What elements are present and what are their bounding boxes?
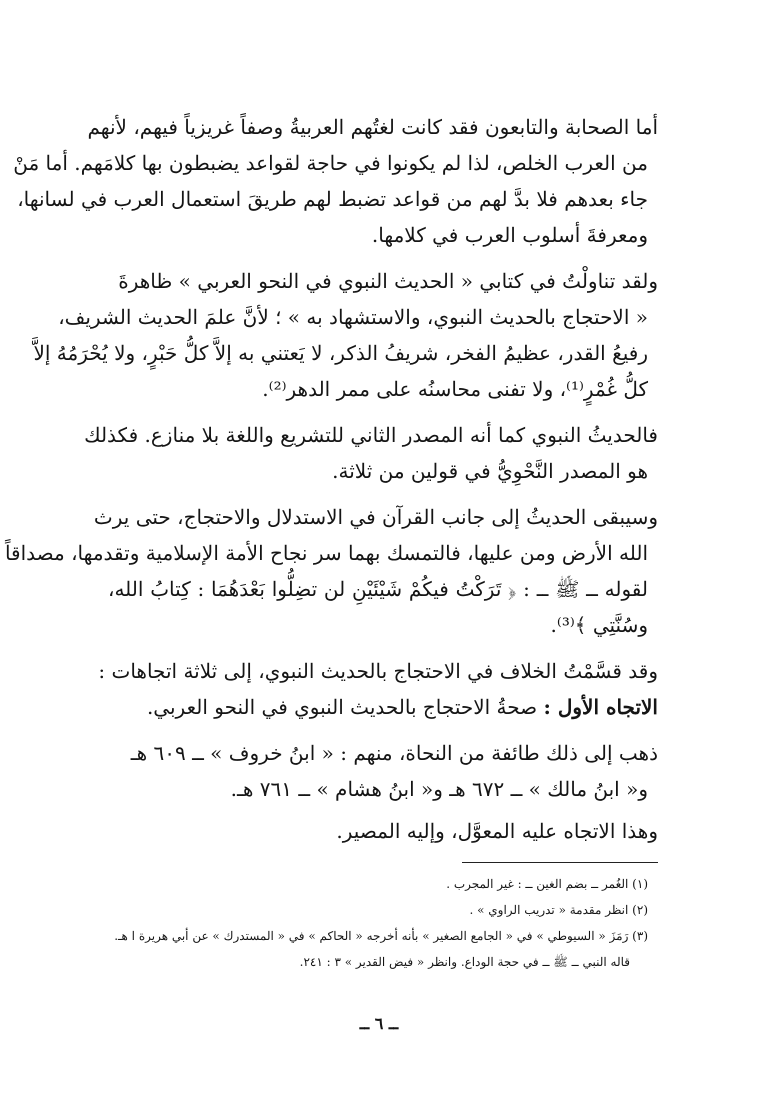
body-line-4: ومعرفةَ أسلوب العرب في كلامها.: [371, 223, 648, 247]
footnote-1: (١) الغُمر ــ بضم الغين ــ : غير المجرب .: [446, 877, 648, 891]
body-line-19: وهذا الاتجاه عليه المعوَّل، وإليه المصير.: [336, 819, 658, 843]
body-line-5: ولقد تناولْتُ في كتابي « الحديث النبوي في النحو العربي » ظاهرةَ: [118, 269, 658, 293]
body-line-7: رفيعُ القدر، عظيمُ الفخر، شريفُ الذكر، لا يَعتني به إلاَّ كلُّ حَبْرٍ، ولا يُحْرَمُهُ إلاَّ: [33, 341, 648, 365]
body-line-15: وقد قسَّمْتُ الخلاف في الاحتجاج بالحديث النبوي، إلى ثلاثة اتجاهات :: [98, 659, 658, 683]
body-line-3: جاء بعدهم فلا بدَّ لهم من قواعد تضبط لهم طريقَ استعمال العرب في لسانها،: [17, 187, 648, 211]
footnote-3: (٣) رَمَزَ « السيوطي » في « الجامع الصغير » بأنه أخرجه « الحاكم » في « المستدرك » عن أبي هريرة ا هـ.: [114, 929, 648, 943]
body-line-17: ذهب إلى ذلك طائفة من النحاة، منهم : « ابنُ خروف » ــ ٦٠٩ هـ: [130, 741, 658, 765]
first-trend-text: صحةُ الاحتجاج بالحديث النبوي في النحو العربي.: [146, 695, 538, 719]
first-trend-line: [146, 684, 658, 730]
body-line-1: أما الصحابة والتابعون فقد كانت لغتُهم العربيةُ وصفاً غريزياً فيهم، لأنهم: [87, 115, 658, 139]
footnote-2: (٢) انظر مقدمة « تدريب الراوي » .: [469, 903, 648, 917]
body-line-12: الله الأرض ومن عليها، فالتمسك بهما سر نجاح الأمة الإسلامية وتقدمها، مصداقاً: [4, 541, 648, 565]
body-line-2: من العرب الخلص، لذا لم يكونوا في حاجة لقواعد يضبطون بها كلامَهم. أما مَنْ: [13, 151, 648, 175]
footnote-3-continued: قاله النبي ــ ﷺ ــ في حجة الوداع. وانظر « فيض القدير » ٣ : ٢٤١.: [299, 955, 630, 969]
footnote-separator: [462, 862, 658, 863]
body-line-8: كلُّ غُمْرٍ⁽¹⁾، ولا تفنى محاسنُه على ممر الدهر⁽²⁾.: [262, 377, 648, 401]
page-number: ــ ٦ ــ: [359, 1014, 399, 1033]
body-line-11: وسيبقى الحديثُ إلى جانب القرآن في الاستدلال والاحتجاج، حتى يرث: [93, 505, 658, 529]
body-line-6: « الاحتجاج بالحديث النبوي، والاستشهاد به » ؛ لأنَّ علمَ الحديث الشريف،: [58, 305, 648, 329]
hadith-quote-line: لقوله ــ ﷺ ــ : ﴿ تَرَكْتُ فيكُمْ شَيْئَيْنِ لن تضِلُّوا بَعْدَهُمَا : كِتابُ الله،: [108, 577, 648, 601]
body-line-9: فالحديثُ النبوي كما أنه المصدر الثاني للتشريع واللغة بلا منازع. فكذلك: [84, 423, 658, 447]
body-line-10: هو المصدر النَّحْوِيُّ في قولين من ثلاثة.: [332, 459, 648, 483]
body-line-18: و« ابنُ مالك » ــ ٦٧٢ هـ و« ابنُ هشام » ــ ٧٦١ هـ.: [230, 777, 648, 801]
first-trend-heading: الاتجاه الأول :: [543, 695, 658, 719]
hadith-quote-end: وسُنَّتِي ﴾⁽³⁾.: [550, 613, 648, 637]
